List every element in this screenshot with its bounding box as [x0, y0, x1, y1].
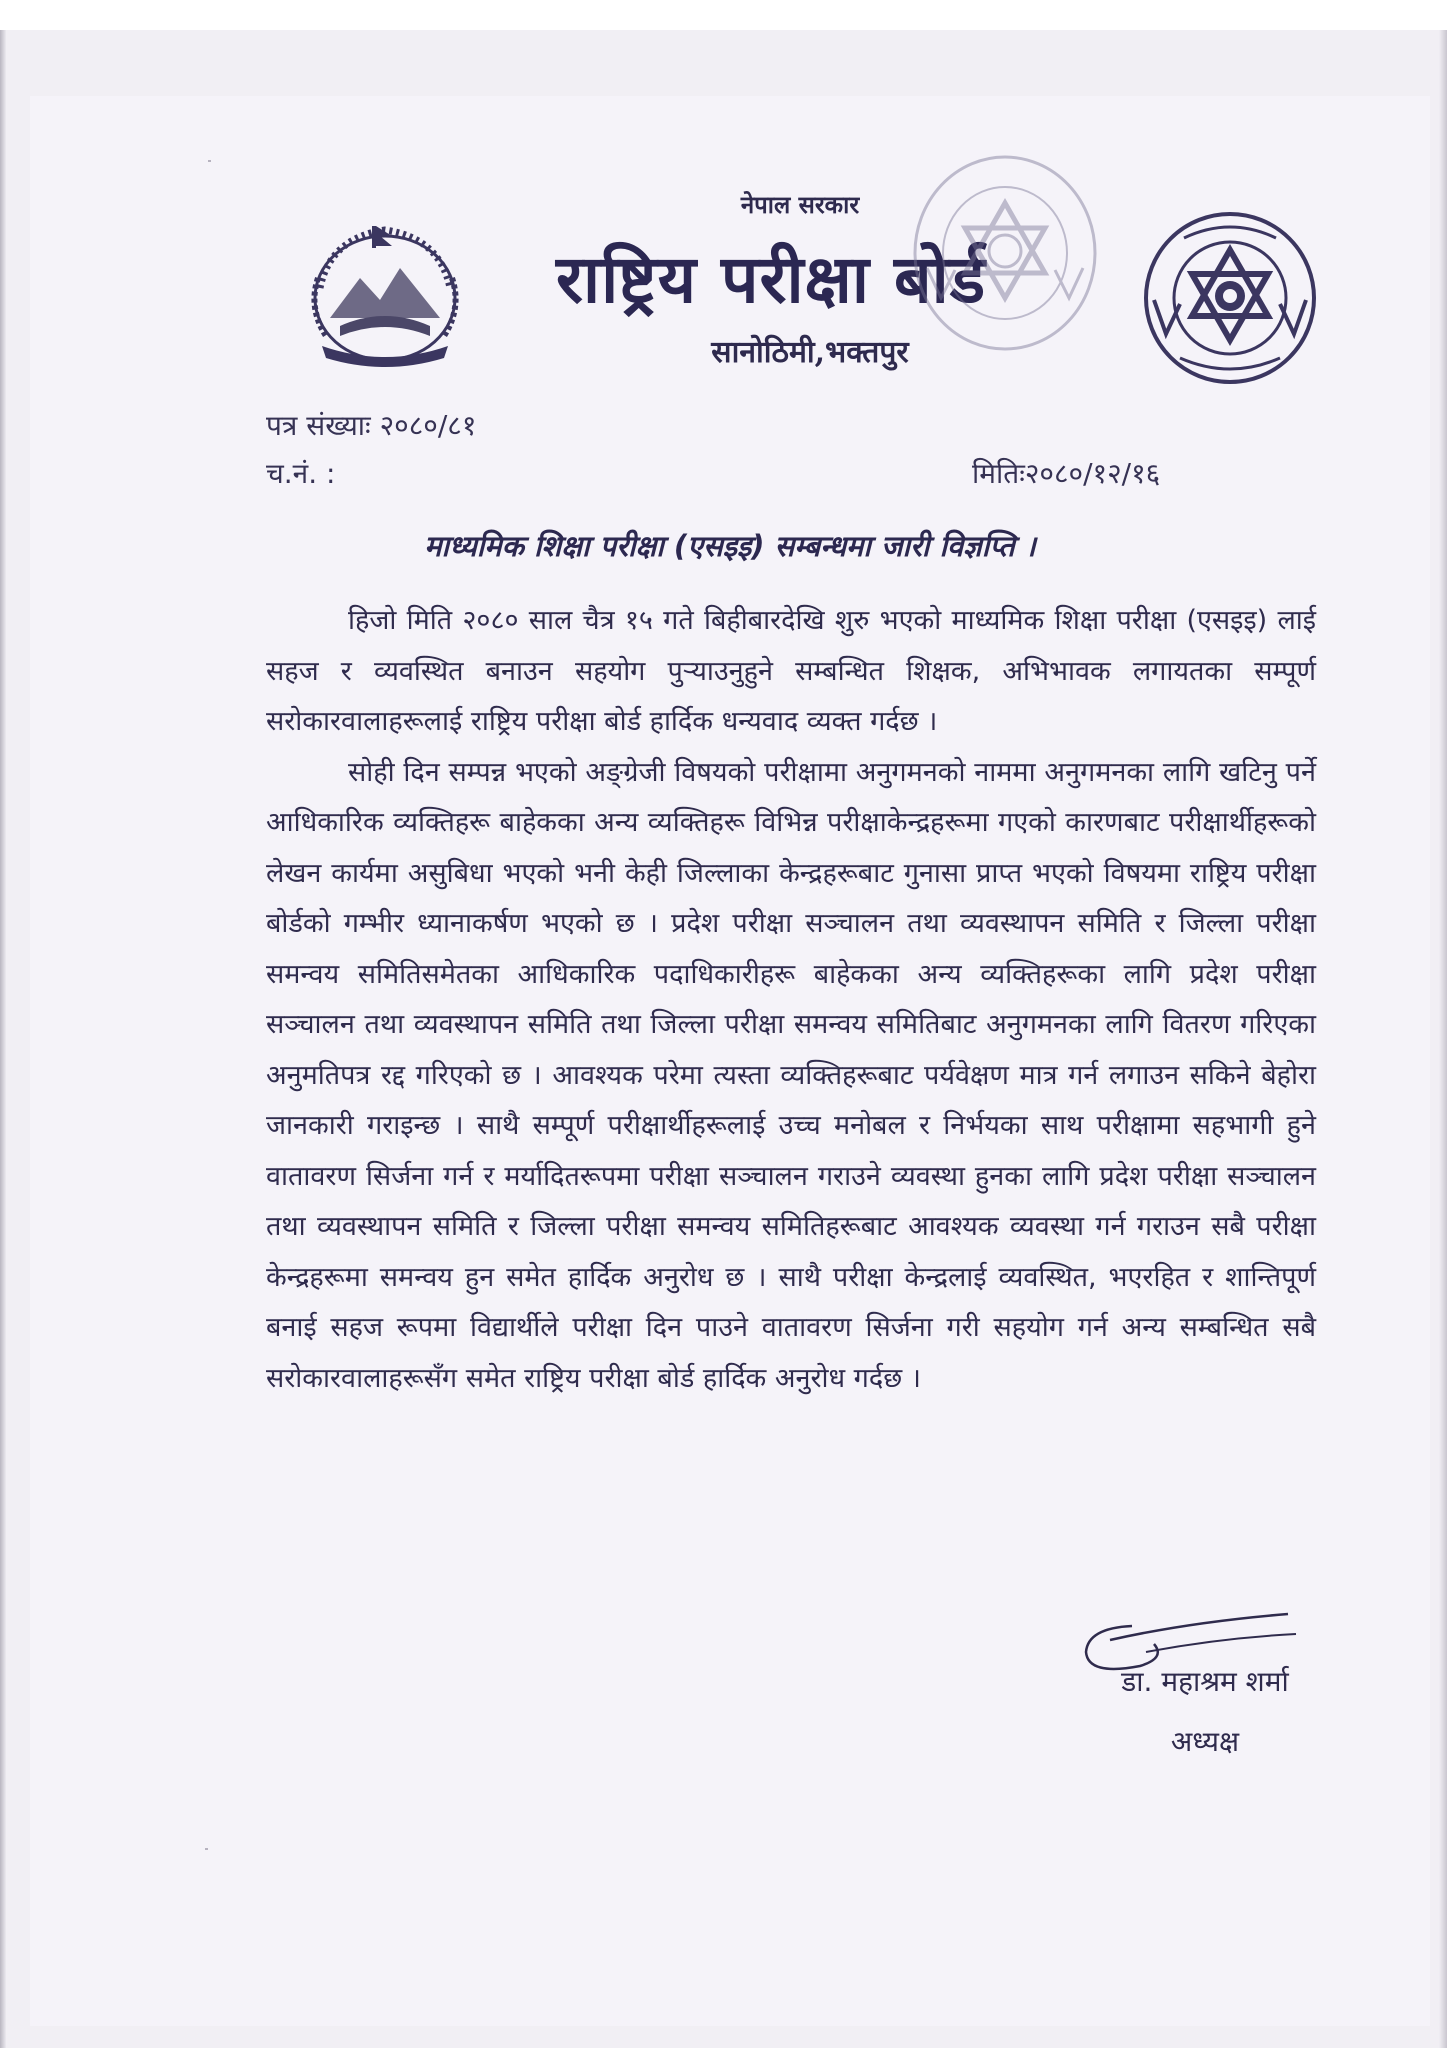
body-paragraph-1: हिजो मिति २०८० साल चैत्र १५ गते बिहीबारदेखि शुरु भएको माध्यमिक शिक्षा परीक्षा (एसइइ) लाई सहज र व्यवस्थित बनाउन सहयोग पुर्‍याउनुहुने सम्बन्धित शिक्षक, अभिभावक लगायतका सम्पूर्ण सरोकारवालाहरूलाई राष्ट्रिय परीक्षा बोर्ड हार्दिक धन्यवाद व्यक्त गर्दछ ।	[266, 605, 1316, 737]
board-address: सानोठिमी,भक्तपुर	[711, 335, 909, 370]
letter-number: पत्र संख्याः २०८०/८१	[266, 409, 477, 442]
government-line: नेपाल सरकार	[740, 190, 860, 219]
notice-subject: माध्यमिक शिक्षा परीक्षा (एसइइ) सम्बन्धमा जारी विज्ञप्ति ।	[424, 529, 1036, 563]
scan-speck	[208, 160, 211, 162]
signatory-name: डा. महाश्रम शर्मा	[1121, 1665, 1289, 1698]
scan-left-edge	[0, 30, 6, 2048]
scan-right-edge	[1439, 30, 1447, 2048]
faint-board-seal-icon	[905, 148, 1105, 358]
scan-top-margin	[0, 0, 1447, 30]
scan-speck	[205, 1848, 208, 1850]
board-seal-icon	[1140, 208, 1320, 388]
nepal-emblem-icon	[300, 218, 470, 368]
chalani-number: च.नं. :	[266, 457, 336, 490]
letter-date: मितिः२०८०/१२/१६	[972, 457, 1161, 490]
signatory-title: अध्यक्ष	[1170, 1725, 1240, 1758]
board-title: राष्ट्रिय परीक्षा बोर्ड	[556, 240, 987, 318]
notice-body	[266, 596, 1316, 1404]
body-paragraph-2: सोही दिन सम्पन्न भएको अङ्ग्रेजी विषयको परीक्षामा अनुगमनको नाममा अनुगमनका लागि खटिनु पर्ने आधिकारिक व्यक्तिहरू बाहेकका अन्य व्यक्तिहरू विभिन्न परीक्षाकेन्द्रहरूमा गएको कारणबाट परीक्षार्थीहरूको लेखन कार्यमा असुबिधा भएको भनी केही जिल्लाका केन्द्रहरूबाट गुनासा प्राप्त भएको विषयमा राष्ट्रिय परीक्षा बोर्डको गम्भीर ध्यानाकर्षण भएको छ । प्रदेश परीक्षा सञ्चालन तथा व्यवस्थापन समिति र जिल्ला परीक्षा समन्वय समितिसमेतका आधिकारिक पदाधिकारीहरू बाहेकका अन्य व्यक्तिहरूका लागि प्रदेश परीक्षा सञ्चालन तथा व्यवस्थापन समिति तथा जिल्ला परीक्षा समन्वय समितिबाट अनुगमनका लागि वितरण गरिएका अनुमतिपत्र रद्द गरिएको छ । आवश्यक परेमा त्यस्ता व्यक्तिहरूबाट पर्यवेक्षण मात्र गर्न लगाउन सकिने बेहोरा जानकारी गराइन्छ । साथै सम्पूर्ण परीक्षार्थीहरूलाई उच्च मनोबल र निर्भयका साथ परीक्षामा सहभागी हुने वातावरण सिर्जना गर्न र मर्यादितरूपमा परीक्षा सञ्चालन गराउने व्यवस्था हुनका लागि प्रदेश परीक्षा सञ्चालन तथा व्यवस्थापन समिति र जिल्ला परीक्षा समन्वय समितिहरूबाट आवश्यक व्यवस्था गर्न गराउन सबै परीक्षा केन्द्रहरूमा समन्वय हुन समेत हार्दिक अनुरोध छ । साथै परीक्षा केन्द्रलाई व्यवस्थित, भएरहित र शान्तिपूर्ण बनाई सहज रूपमा विद्यार्थीले परीक्षा दिन पाउने वातावरण सिर्जना गरी सहयोग गर्न अन्य सम्बन्धित सबै सरोकारवालाहरूसँग समेत राष्ट्रिय परीक्षा बोर्ड हार्दिक अनुरोध गर्दछ ।	[266, 756, 1316, 1394]
